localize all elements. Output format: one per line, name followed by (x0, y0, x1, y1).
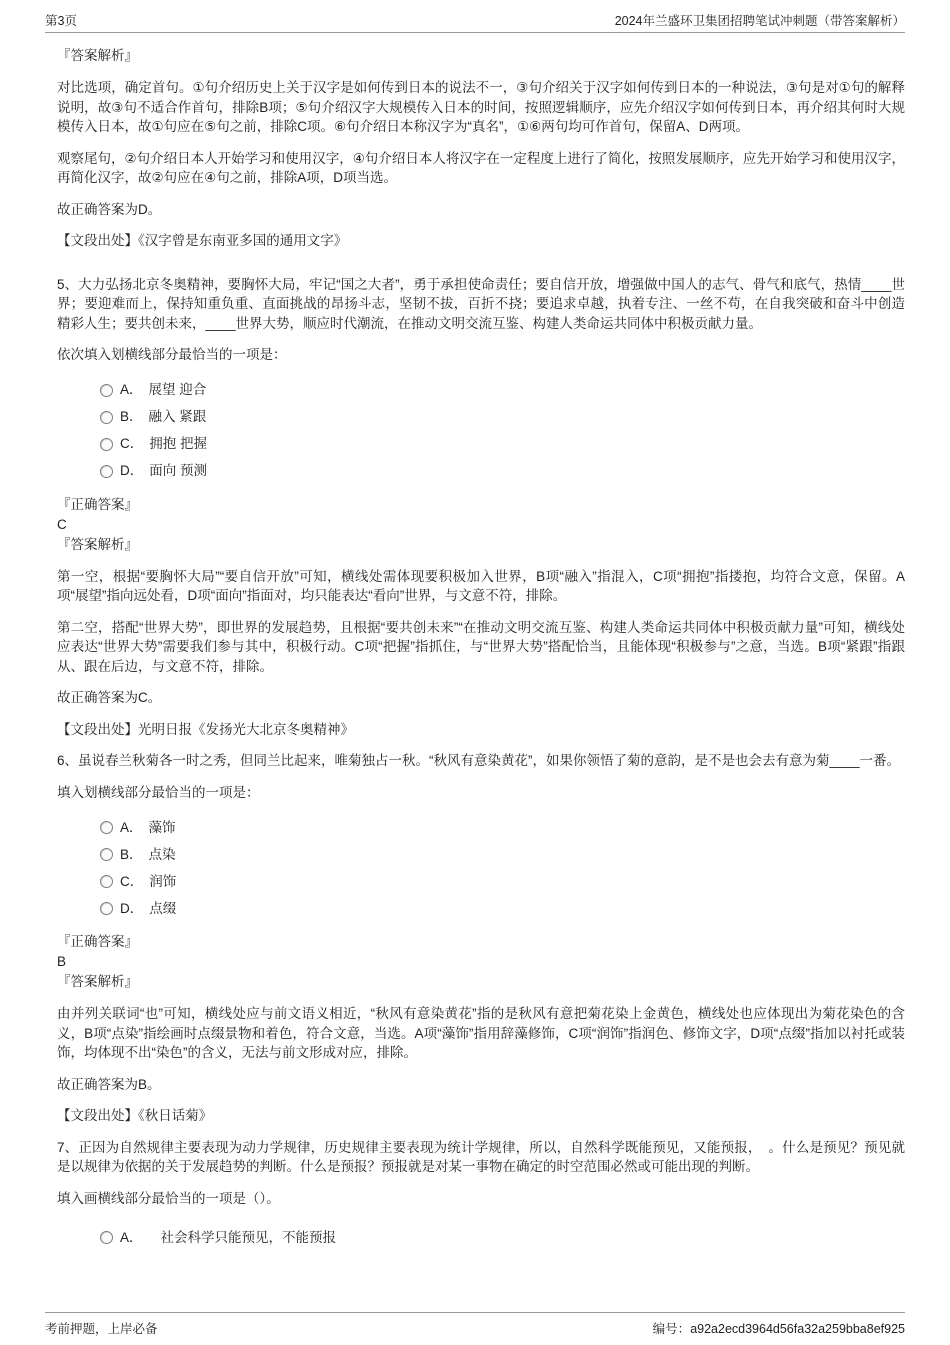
correct-answer-label: 『正确答案』 (57, 496, 138, 512)
option-list (57, 1224, 905, 1251)
option-text: 点缀 (149, 900, 177, 916)
source-reference: 【文段出处】光明日报《发扬光大北京冬奥精神》 (57, 721, 354, 737)
footer-slogan: 考前押题，上岸必备 (45, 1322, 158, 1336)
radio-button[interactable] (100, 438, 113, 451)
radio-button[interactable] (100, 821, 113, 834)
option-text: 社会科学只能预见，不能预报 (160, 1229, 337, 1245)
code-value: a92a2ecd3964d56fa32a259bba8ef925 (690, 1322, 905, 1336)
question-7 (57, 1138, 905, 1252)
analysis-label: 『答案解析』 (57, 48, 138, 63)
option-list (57, 377, 905, 485)
option-a[interactable] (57, 1224, 905, 1251)
option-a[interactable] (57, 377, 905, 404)
question-prompt: 填入画横线部分最恰当的一项是（）。 (57, 1190, 280, 1206)
analysis-label: 『答案解析』 (57, 536, 138, 552)
option-letter: D． (120, 900, 144, 916)
radio-button[interactable] (100, 848, 113, 861)
radio-button[interactable] (100, 902, 113, 915)
source-reference: 【文段出处】《汉字曾是东南亚多国的通用文字》 (57, 233, 348, 248)
option-letter: B． (120, 409, 143, 425)
source-reference: 【文段出处】《秋日话菊》 (57, 1108, 213, 1123)
radio-button[interactable] (100, 465, 113, 478)
option-letter: C． (120, 873, 144, 889)
option-letter: A． (120, 819, 143, 835)
option-text: 藻饰 (148, 819, 176, 835)
analysis-paragraph: 由并列关联词“也”可知，横线处应与前文语义相近，“秋风有意染黄花”指的是秋风有意把菊花染上金黄色，横线处也应体现出为菊花染色的含义，B项“点染”指绘画时点缀景物和着色，符合文意，当选。A项“藻饰”指用辞藻修饰，C项“润饰”指润色、修饰文字，D项“点缀”指加以衬托或装饰，均体现不出“染色”的含义，无法与前文形成对应，排除。 (57, 1006, 905, 1060)
question-stem: 6、虽说春兰秋菊各一时之秀，但同兰比起来，唯菊独占一秋。“秋风有意染黄花”，如果你领悟了菊的意韵，是不是也会去有意为菊____一番。 (57, 753, 901, 768)
option-list (57, 814, 905, 922)
option-a[interactable] (57, 814, 905, 841)
answer-conclusion: 故正确答案为B。 (57, 1076, 161, 1092)
option-d[interactable] (57, 895, 905, 922)
correct-answer-value: C (57, 516, 67, 532)
question-5 (57, 275, 905, 740)
code-label: 编号： (652, 1322, 691, 1336)
analysis-paragraph: 第一空，根据“要胸怀大局”“要自信开放”可知，横线处需体现要积极加入世界，B项“融入”指混入，C项“拥抱”指搂抱，均符合文意，保留。A项“展望”指向远处看，D项“面向”指面对，均只能表达“看向”世界，与文意不符，排除。 (57, 568, 905, 603)
option-b[interactable] (57, 841, 905, 868)
option-letter: A． (120, 382, 143, 398)
option-letter: D． (120, 463, 144, 479)
option-letter: A． (120, 1229, 143, 1245)
analysis-paragraph: 对比选项，确定首句。①句介绍历史上关于汉字是如何传到日本的说法不一，③句介绍关于汉字如何传到日本的一种说法，③句是对①句的解释说明，故③句不适合作首句，排除B项；⑤句介绍汉字大规模传入日本的时间，按照逻辑顺序，应先介绍汉字如何传到日本，再介绍其何时大规模传入日本，故①句应在⑤句之前，排除C项。⑥句介绍日本称汉字为“真名”，①⑥两句均可作首句，保留A、D两项。 (57, 80, 905, 134)
analysis-label: 『答案解析』 (57, 974, 138, 989)
page-header (45, 0, 905, 33)
radio-button[interactable] (100, 411, 113, 424)
correct-answer-label: 『正确答案』 (57, 934, 138, 949)
option-b[interactable] (57, 404, 905, 431)
page-number: 第3页 (45, 14, 77, 28)
option-letter: C． (120, 436, 144, 452)
radio-button[interactable] (100, 875, 113, 888)
option-text: 面向 预测 (149, 463, 208, 479)
analysis-paragraph: 观察尾句，②句介绍日本人开始学习和使用汉字，④句介绍日本人将汉字在一定程度上进行了简化，按照发展顺序，应先开始学习和使用汉字，再简化汉字，故②句应在④句之前，排除A项，D项当选。 (57, 150, 905, 185)
page-content (57, 34, 905, 1261)
document-code (653, 1319, 905, 1337)
option-text: 融入 紧跟 (148, 409, 207, 425)
correct-answer-value: B (57, 954, 67, 969)
page-footer (45, 1312, 905, 1345)
option-text: 点染 (148, 846, 176, 862)
option-text: 拥抱 把握 (149, 436, 208, 452)
document-title: 2024年兰盛环卫集团招聘笔试冲刺题（带答案解析） (614, 14, 905, 28)
question-stem: 5、大力弘扬北京冬奥精神，要胸怀大局，牢记“国之大者”，勇于承担使命责任；要自信开放，增强做中国人的志气、骨气和底气，热情____世界；要迎难而上，保持知重负重、直面挑战的昂扬斗志，坚韧不拔，百折不挠；要追求卓越，执着专注、一丝不苟，在自我突破和奋斗中创造精彩人生；要共创未来，____世界大势，顺应时代潮流，在推动文明交流互鉴、构建人类命运共同体中积极贡献力量。 (57, 276, 905, 331)
option-c[interactable] (57, 868, 905, 895)
analysis-paragraph: 第二空，搭配“世界大势”，即世界的发展趋势，且根据“要共创未来”“在推动文明交流互鉴、构建人类命运共同体中积极贡献力量”可知，横线处应表达“世界大势”需要我们参与其中，积极行动。C项“把握”指抓住，与“世界大势”搭配恰当，且能体现“积极参与”之意，当选。B项“紧跟”指跟从、跟在后边，与文意不符，排除。 (57, 619, 905, 674)
radio-button[interactable] (100, 384, 113, 397)
option-text: 展望 迎合 (148, 382, 207, 398)
option-d[interactable] (57, 458, 905, 485)
question-stem: 7、正因为自然规律主要表现为动力学规律，历史规律主要表现为统计学规律，所以，自然科学既能预见，又能预报， 。什么是预见？预见就是以规律为依据的关于发展趋势的判断。什么是预报？预报就是对某一事物在确定的时空范围必然或可能出现的判断。 (57, 1139, 905, 1174)
option-letter: B． (120, 846, 143, 862)
option-text: 润饰 (149, 873, 177, 889)
question-prompt: 填入划横线部分最恰当的一项是： (57, 784, 260, 800)
question-prompt: 依次填入划横线部分最恰当的一项是： (57, 347, 287, 362)
answer-conclusion: 故正确答案为D。 (57, 201, 162, 217)
answer-conclusion: 故正确答案为C。 (57, 690, 162, 705)
radio-button[interactable] (100, 1231, 113, 1244)
question-6 (57, 751, 905, 1126)
option-c[interactable] (57, 431, 905, 458)
